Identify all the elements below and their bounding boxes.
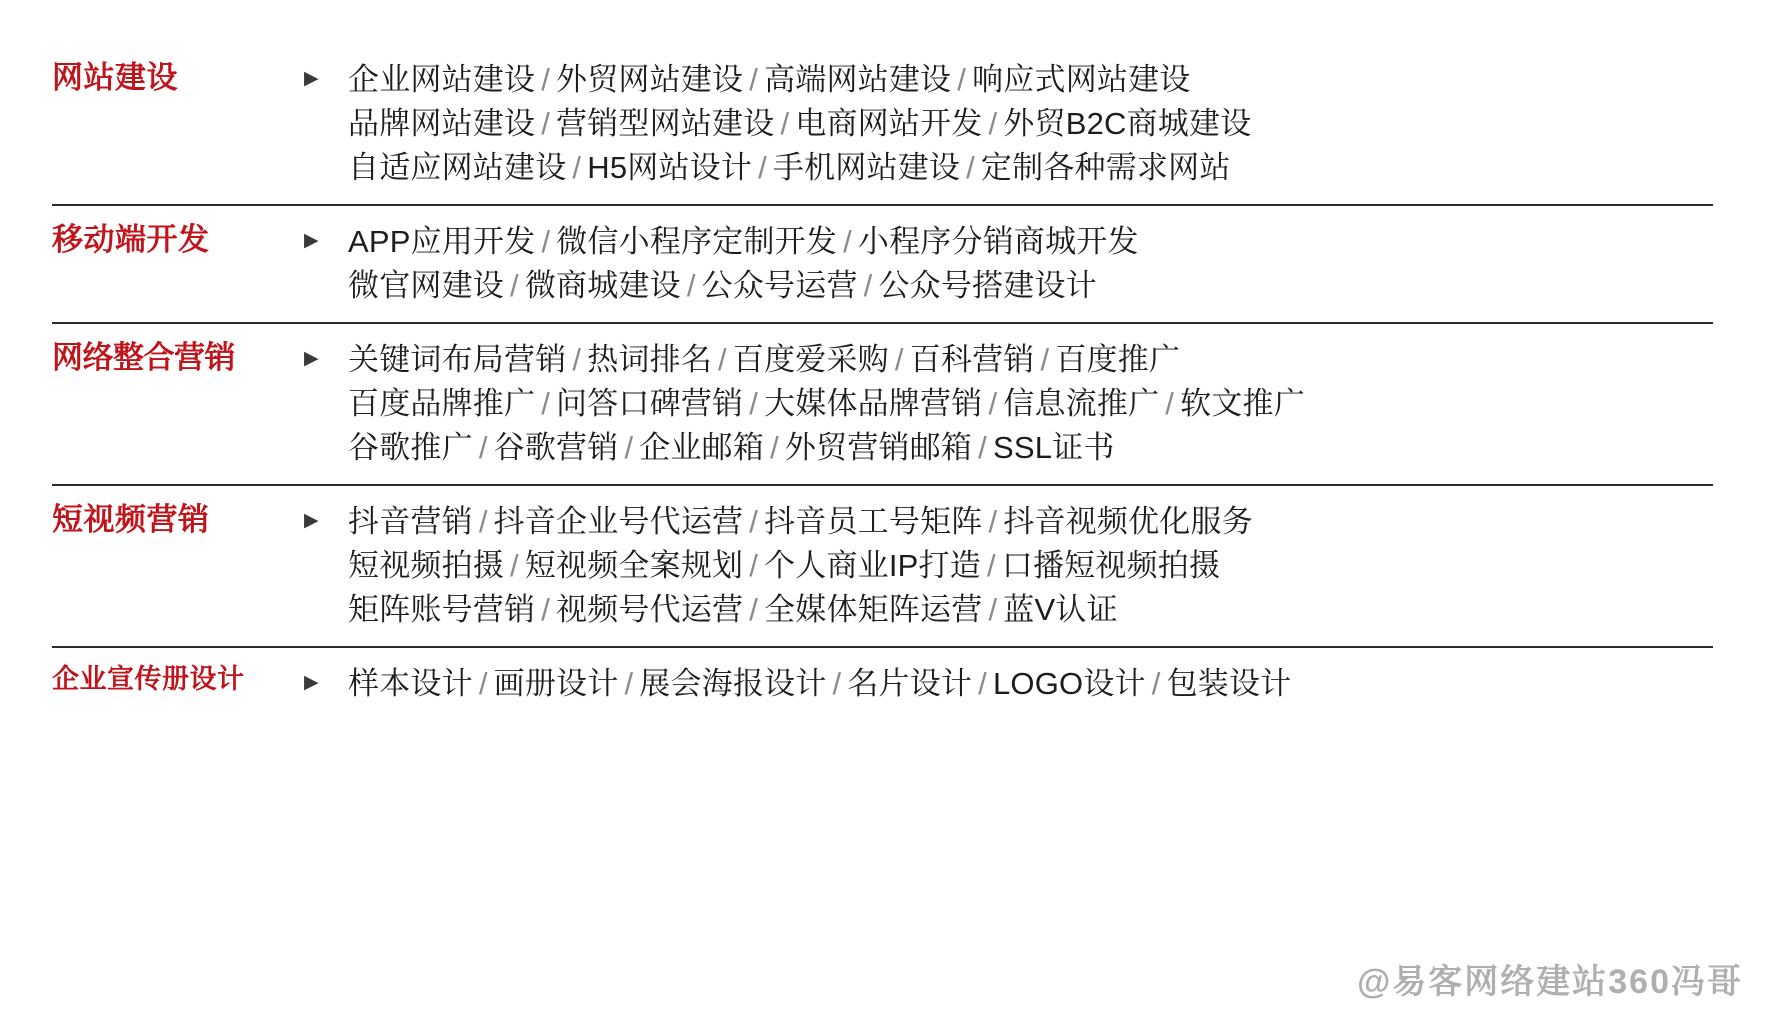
item-separator: / [510, 548, 519, 584]
service-item: 外贸网站建设 [556, 62, 744, 97]
service-line [348, 146, 1713, 190]
service-item: 百科营销 [909, 342, 1035, 378]
item-separator: / [978, 666, 987, 702]
item-separator: / [988, 106, 998, 142]
service-item: 小程序分销商城开发 [857, 224, 1139, 260]
item-separator: / [749, 592, 759, 628]
service-item: 外贸营销邮箱 [784, 430, 973, 466]
bullet-arrow-icon-brochure: ▶ [304, 672, 319, 694]
item-separator: / [894, 342, 904, 378]
item-separator: / [1040, 342, 1050, 378]
item-separator: / [478, 430, 488, 466]
service-item: 营销型网站建设 [556, 106, 775, 142]
item-separator: / [988, 504, 998, 540]
item-separator: / [718, 342, 727, 378]
service-item: 短视频拍摄 [348, 548, 504, 584]
service-items-mobile [348, 220, 1713, 308]
service-item: 样本设计 [348, 666, 473, 702]
service-item: 电商网站开发 [795, 106, 983, 142]
service-item: 企业邮箱 [639, 430, 765, 466]
item-separator: / [686, 268, 696, 304]
item-separator: / [749, 386, 759, 422]
service-items-shortvideo [348, 500, 1713, 632]
service-item: 品牌网站建设 [348, 106, 536, 142]
item-separator: / [770, 430, 779, 466]
item-separator: / [572, 150, 582, 186]
service-items-brochure [348, 662, 1713, 706]
service-item: 微商城建设 [524, 268, 681, 304]
service-item: APP应用开发 [348, 224, 536, 260]
service-row-website [52, 44, 1713, 204]
service-item: 软文推广 [1180, 386, 1305, 422]
service-item: 短视频全案规划 [524, 548, 744, 584]
item-separator: / [986, 548, 996, 584]
item-separator: / [988, 592, 998, 628]
service-item: 热词排名 [587, 342, 713, 378]
item-separator: / [1165, 386, 1175, 422]
service-line [348, 662, 1713, 706]
item-separator: / [988, 386, 998, 422]
service-line [348, 220, 1713, 264]
service-line [348, 500, 1713, 544]
service-line [348, 58, 1713, 102]
service-item: 百度爱采购 [732, 342, 889, 378]
service-item: 定制各种需求网站 [980, 150, 1231, 186]
service-item: 手机网站建设 [772, 150, 961, 186]
service-item: 抖音营销 [348, 504, 473, 540]
item-separator: / [478, 504, 488, 540]
service-item: 矩阵账号营销 [348, 592, 536, 628]
service-line [348, 426, 1713, 470]
service-item: 公众号搭建设计 [878, 268, 1097, 304]
item-separator: / [541, 62, 551, 97]
service-item: 外贸B2C商城建设 [1003, 106, 1252, 142]
service-item: 关键词布局营销 [348, 342, 567, 378]
category-label-marketing: 网络整合营销 [52, 340, 235, 376]
item-separator: / [749, 62, 759, 97]
item-separator: / [541, 592, 551, 628]
category-label-mobile: 移动端开发 [52, 222, 210, 258]
service-item: 响应式网站建设 [972, 62, 1191, 97]
item-separator: / [863, 268, 873, 304]
watermark: @易客网络建站360冯哥 [1357, 963, 1743, 1001]
service-line [348, 382, 1713, 426]
item-separator: / [541, 106, 551, 142]
category-label-brochure: 企业宣传册设计 [52, 664, 245, 695]
service-row-shortvideo [52, 484, 1713, 646]
service-item: 抖音员工号矩阵 [764, 504, 983, 540]
item-separator: / [572, 342, 582, 378]
item-separator: / [478, 666, 488, 702]
item-separator: / [541, 224, 551, 260]
item-separator: / [843, 224, 852, 260]
service-item: 展会海报设计 [639, 666, 827, 702]
service-line [348, 338, 1713, 382]
service-row-brochure [52, 646, 1713, 720]
service-item: 画册设计 [493, 666, 619, 702]
item-separator: / [957, 62, 967, 97]
service-item: 蓝V认证 [1003, 592, 1118, 628]
item-separator: / [1151, 666, 1161, 702]
service-items-website [348, 58, 1713, 190]
service-item: 视频号代运营 [556, 592, 744, 628]
service-item: 百度推广 [1055, 342, 1181, 378]
bullet-arrow-icon-mobile: ▶ [304, 230, 319, 252]
service-item: 口播短视频拍摄 [1001, 548, 1221, 584]
service-item: 高端网站建设 [764, 62, 952, 97]
bullet-arrow-icon-marketing: ▶ [304, 348, 319, 370]
service-item: 抖音视频优化服务 [1003, 504, 1253, 540]
service-row-mobile [52, 204, 1713, 322]
service-item: 微官网建设 [348, 268, 504, 304]
service-item: 名片设计 [847, 666, 973, 702]
service-item: H5网站设计 [587, 150, 753, 186]
category-label-shortvideo: 短视频营销 [52, 502, 210, 538]
bullet-arrow-icon-shortvideo: ▶ [304, 510, 319, 532]
service-line [348, 544, 1713, 588]
service-item: 公众号运营 [701, 268, 858, 304]
service-item: 谷歌推广 [348, 430, 473, 466]
item-separator: / [624, 666, 634, 702]
service-line [348, 102, 1713, 146]
item-separator: / [749, 504, 759, 540]
service-item: 企业网站建设 [348, 62, 536, 97]
service-item: 谷歌营销 [493, 430, 619, 466]
service-item: LOGO设计 [992, 666, 1146, 702]
service-item: 信息流推广 [1003, 386, 1160, 422]
service-line [348, 264, 1713, 308]
service-item: 包装设计 [1166, 666, 1292, 702]
service-item: SSL证书 [992, 430, 1115, 466]
item-separator: / [966, 150, 975, 186]
service-items-marketing [348, 338, 1713, 470]
service-item: 自适应网站建设 [348, 150, 567, 186]
item-separator: / [541, 386, 551, 422]
service-item: 全媒体矩阵运营 [764, 592, 983, 628]
item-separator: / [624, 430, 634, 466]
service-line [348, 588, 1713, 632]
item-separator: / [510, 268, 519, 304]
bullet-arrow-icon-website: ▶ [304, 68, 319, 89]
service-item: 问答口碑营销 [556, 386, 744, 422]
service-item: 大媒体品牌营销 [764, 386, 983, 422]
item-separator: / [780, 106, 790, 142]
service-item: 微信小程序定制开发 [556, 224, 838, 260]
item-separator: / [758, 150, 767, 186]
item-separator: / [832, 666, 842, 702]
service-item: 百度品牌推广 [348, 386, 536, 422]
service-item: 抖音企业号代运营 [493, 504, 744, 540]
item-separator: / [978, 430, 987, 466]
category-label-website: 网站建设 [52, 60, 178, 95]
service-item: 个人商业IP打造 [764, 548, 981, 584]
item-separator: / [749, 548, 759, 584]
service-row-marketing [52, 322, 1713, 484]
